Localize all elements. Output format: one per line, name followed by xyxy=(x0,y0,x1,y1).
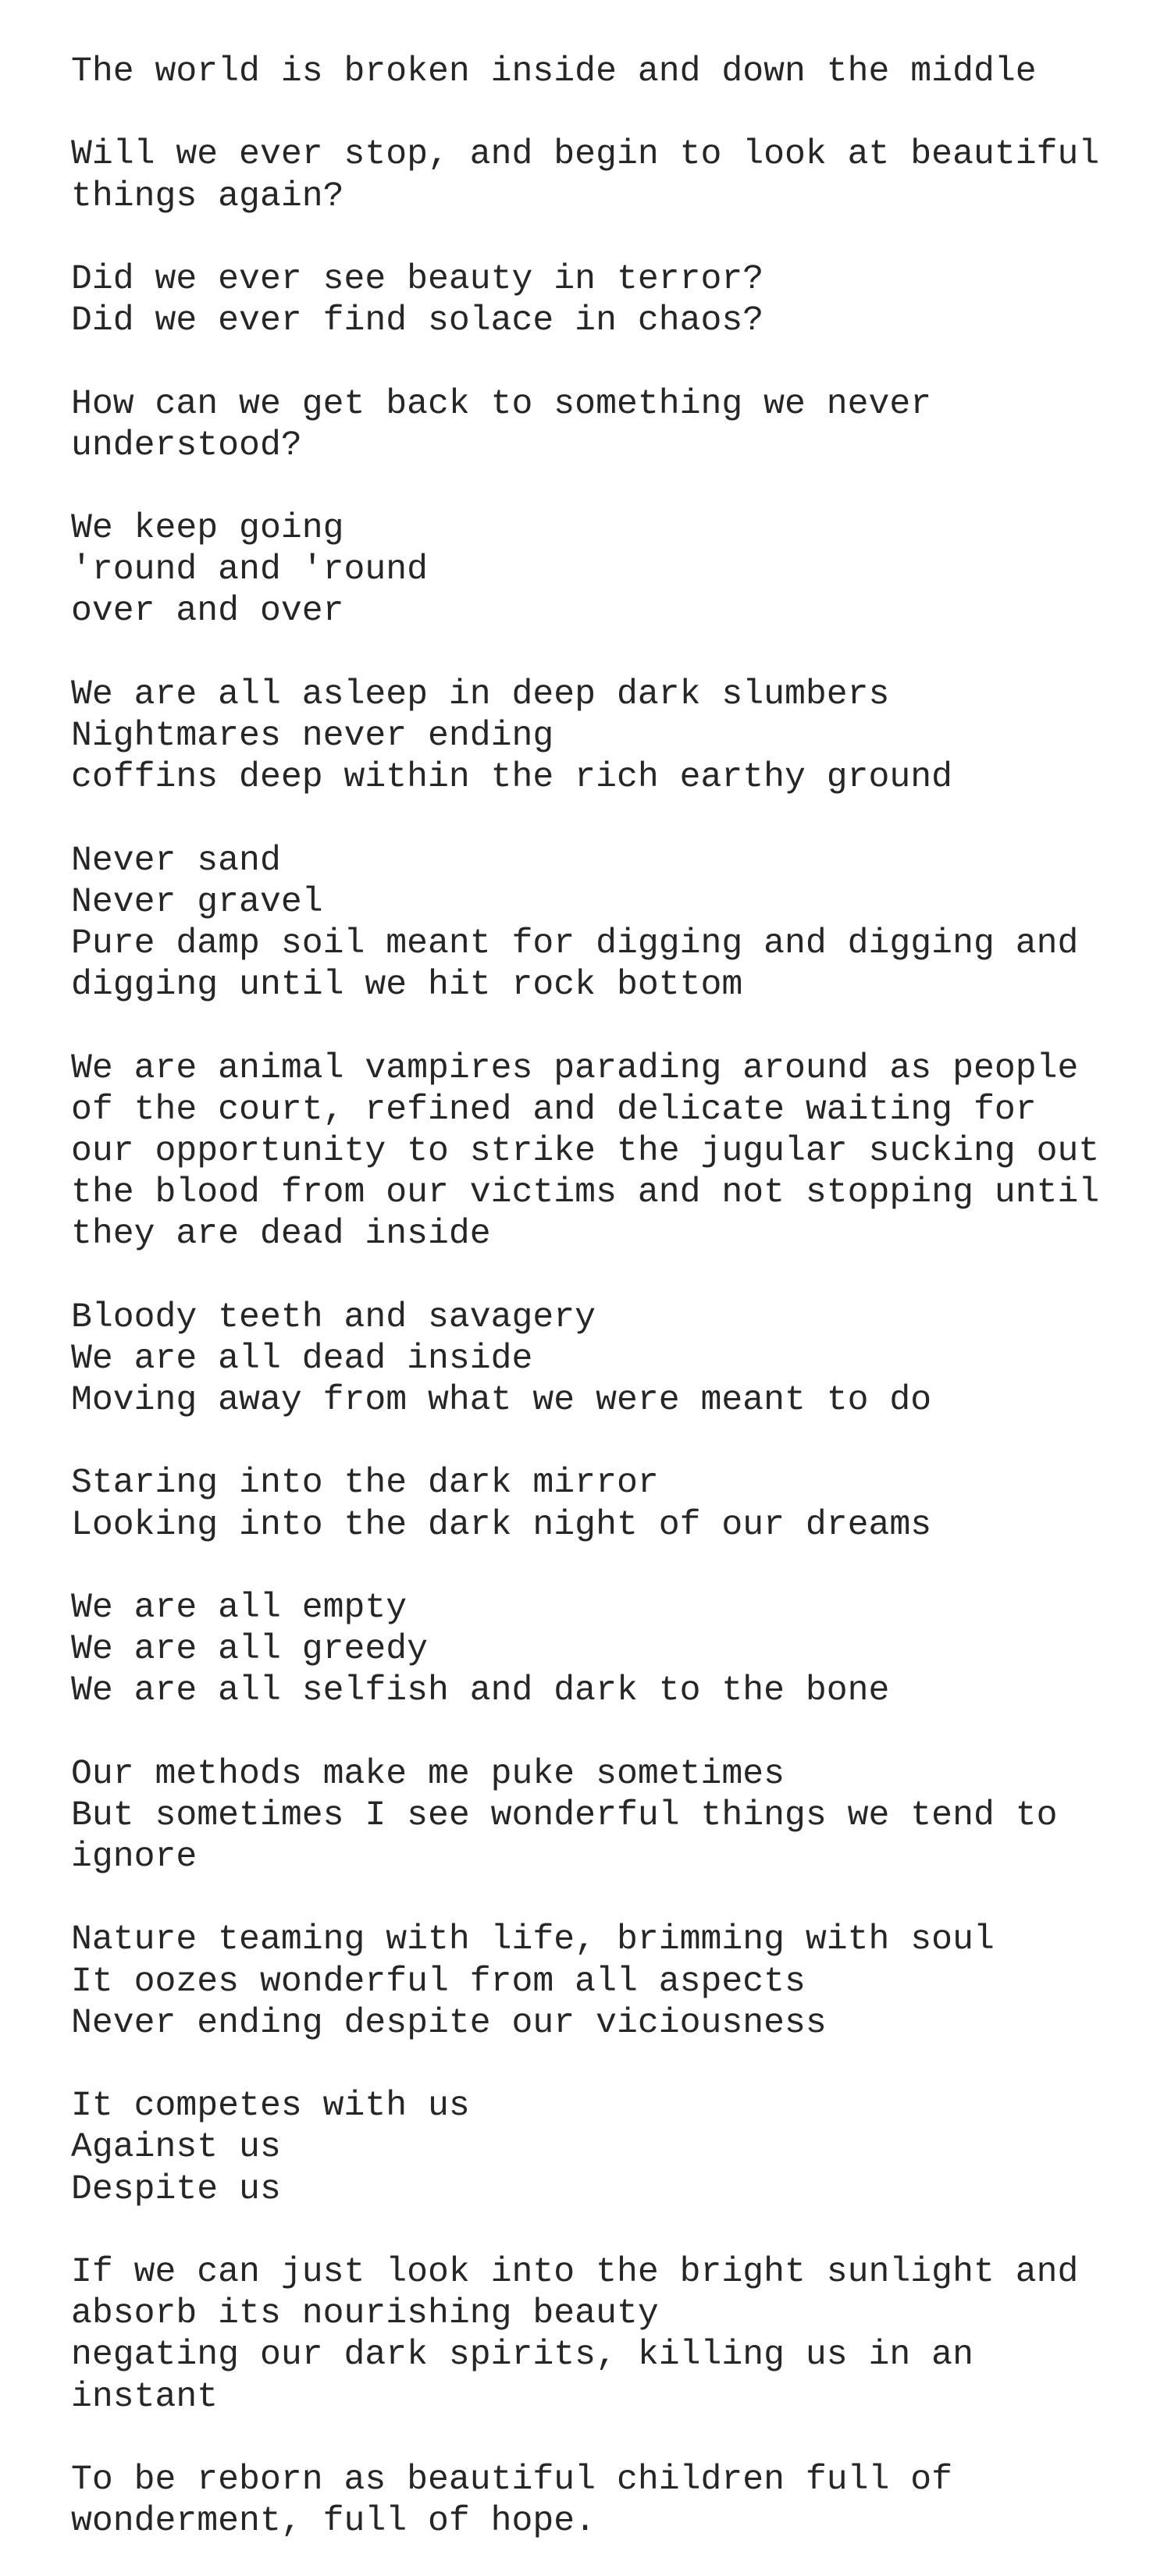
stanza xyxy=(71,674,1148,799)
poem-line: It competes with us xyxy=(71,2087,470,2126)
poem-line: We are all empty xyxy=(71,1588,408,1628)
stanza xyxy=(71,1463,1148,1546)
poem-line: wonderment, full of hope. xyxy=(71,2502,596,2542)
stanza xyxy=(71,2252,1148,2418)
poem-text xyxy=(71,52,1148,2542)
poem-line: things again? xyxy=(71,176,344,216)
poem-line: the blood from our victims and not stopping until xyxy=(71,1173,1100,1213)
poem-line: We keep going xyxy=(71,509,344,549)
poem-line: Nightmares never ending xyxy=(71,717,554,756)
poem-line: To be reborn as beautiful children full of xyxy=(71,2460,953,2500)
poem-line: Never sand xyxy=(71,841,281,881)
stanza xyxy=(71,1588,1148,1713)
poem-line: Staring into the dark mirror xyxy=(71,1464,659,1503)
stanza xyxy=(71,841,1148,1007)
poem-line: Bloody teeth and savagery xyxy=(71,1297,596,1337)
poem-line: Never gravel xyxy=(71,882,323,922)
poem-line: our opportunity to strike the jugular sucking out xyxy=(71,1131,1100,1171)
poem-line: Despite us xyxy=(71,2169,281,2209)
poem-line: We are all asleep in deep dark slumbers xyxy=(71,674,890,714)
stanza xyxy=(71,508,1148,633)
poem-line: Will we ever stop, and begin to look at beautiful xyxy=(71,135,1100,175)
poem-line: But sometimes I see wonderful things we tend to xyxy=(71,1795,1058,1835)
poem-line: How can we get back to something we never xyxy=(71,384,932,424)
poem-line: absorb its nourishing beauty xyxy=(71,2294,659,2334)
poem-line: We are all greedy xyxy=(71,1630,429,1670)
poem-line: If we can just look into the bright sunlight and xyxy=(71,2252,1079,2292)
poem-line: negating our dark spirits, killing us in an xyxy=(71,2336,973,2375)
stanza xyxy=(71,52,1148,93)
poem-line: Our methods make me puke sometimes xyxy=(71,1754,785,1794)
poem-line: The world is broken inside and down the middle xyxy=(71,52,1037,91)
poem-line: We are all dead inside xyxy=(71,1339,533,1379)
poem-line: they are dead inside xyxy=(71,1215,491,1254)
poem-line: We are all selfish and dark to the bone xyxy=(71,1671,890,1711)
stanza xyxy=(71,1297,1148,1422)
poem-line: It oozes wonderful from all aspects xyxy=(71,1962,806,2001)
stanza xyxy=(71,384,1148,467)
poem-line: Looking into the dark night of our dreams xyxy=(71,1505,932,1545)
poem-line: Nature teaming with life, brimming with soul xyxy=(71,1920,995,1960)
poem-line: coffins deep within the rich earthy ground xyxy=(71,758,953,798)
poem-line: Did we ever find solace in chaos? xyxy=(71,301,764,341)
poem-line: instant xyxy=(71,2377,219,2417)
stanza xyxy=(71,1920,1148,2044)
stanza xyxy=(71,259,1148,342)
poem-line: understood? xyxy=(71,425,302,465)
stanza xyxy=(71,134,1148,217)
poem-line: 'round and 'round xyxy=(71,550,429,590)
poem-line: ignore xyxy=(71,1838,198,1877)
poem-line: over and over xyxy=(71,592,344,632)
poem-line: We are animal vampires parading around as people xyxy=(71,1048,1079,1088)
poem-line: Pure damp soil meant for digging and digging and xyxy=(71,923,1079,963)
stanza xyxy=(71,1048,1148,1256)
poem-line: digging until we hit rock bottom xyxy=(71,966,743,1005)
stanza xyxy=(71,2086,1148,2211)
poem-line: Moving away from what we were meant to do xyxy=(71,1381,932,1420)
stanza xyxy=(71,1754,1148,1879)
poem-line: Never ending despite our viciousness xyxy=(71,2003,827,2043)
stanza xyxy=(71,2460,1148,2542)
poem-line: Did we ever see beauty in terror? xyxy=(71,259,764,299)
poem-line: Against us xyxy=(71,2128,281,2168)
poem-line: of the court, refined and delicate waiting for xyxy=(71,1090,1037,1130)
